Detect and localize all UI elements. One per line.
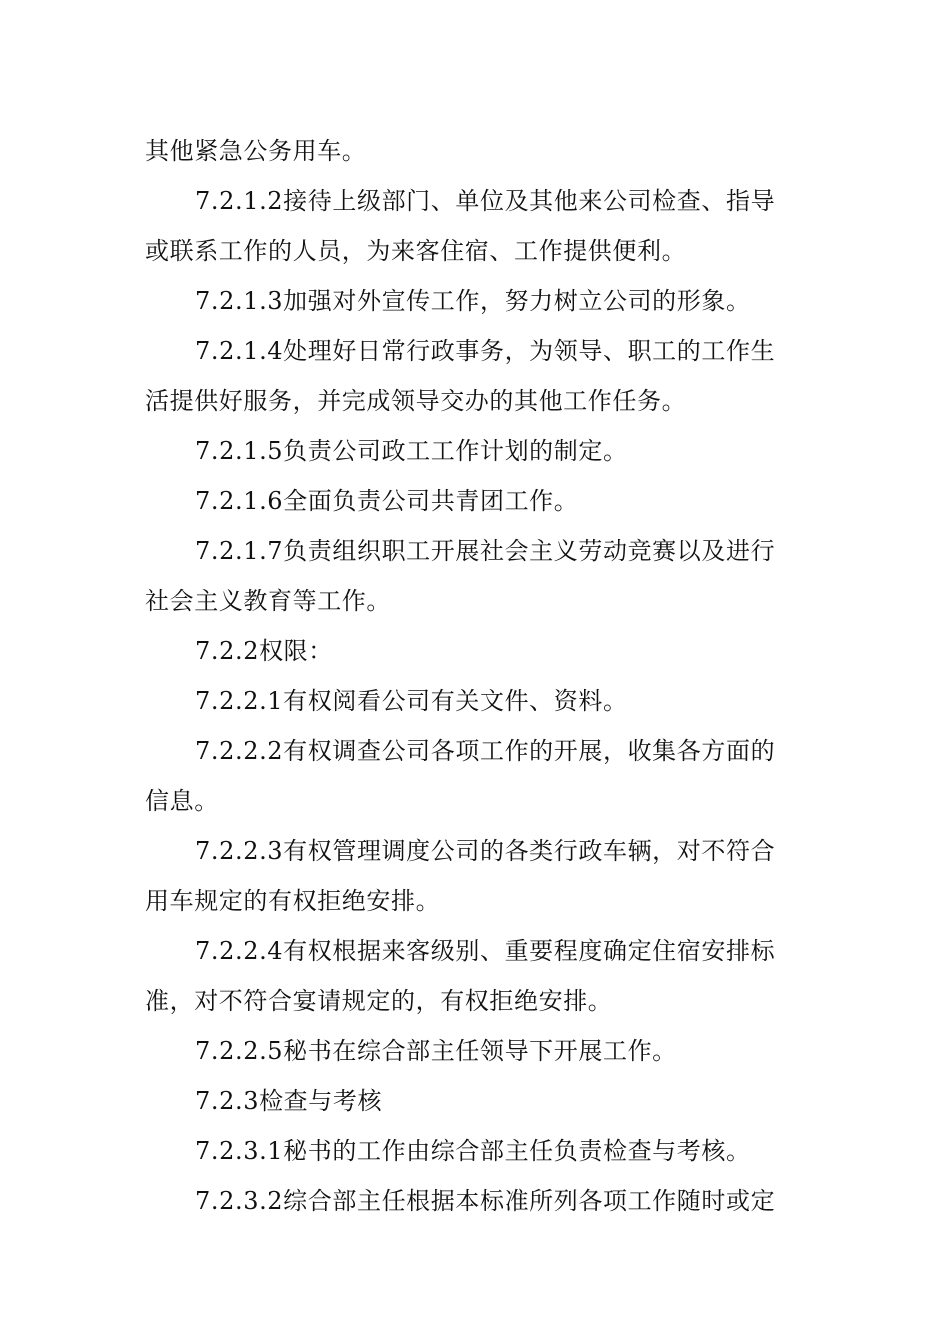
text-line-2: 7.2.1.2接待上级部门、单位及其他来公司检查、指导	[195, 187, 776, 215]
text-line-22: 7.2.3.2综合部主任根据本标准所列各项工作随时或定	[195, 1187, 776, 1215]
text-line-4: 7.2.1.3加强对外宣传工作，努力树立公司的形象。	[195, 287, 751, 315]
text-line-7: 7.2.1.5负责公司政工工作计划的制定。	[195, 437, 628, 465]
text-line-16: 用车规定的有权拒绝安排。	[145, 887, 441, 915]
document-body	[145, 126, 807, 1226]
text-line-3: 或联系工作的人员，为来客住宿、工作提供便利。	[145, 237, 687, 265]
text-line-17: 7.2.2.4有权根据来客级别、重要程度确定住宿安排标	[195, 937, 776, 965]
text-line-8: 7.2.1.6全面负责公司共青团工作。	[195, 487, 579, 515]
text-line-12: 7.2.2.1有权阅看公司有关文件、资料。	[195, 687, 628, 715]
text-line-13: 7.2.2.2有权调查公司各项工作的开展，收集各方面的	[195, 737, 776, 765]
text-line-6: 活提供好服务，并完成领导交办的其他工作任务。	[145, 387, 687, 415]
text-line-20: 7.2.3检查与考核	[195, 1087, 383, 1115]
text-line-21: 7.2.3.1秘书的工作由综合部主任负责检查与考核。	[195, 1137, 751, 1165]
text-line-19: 7.2.2.5秘书在综合部主任领导下开展工作。	[195, 1037, 677, 1065]
text-line-9: 7.2.1.7负责组织职工开展社会主义劳动竞赛以及进行	[195, 537, 776, 565]
text-line-10: 社会主义教育等工作。	[145, 587, 391, 615]
text-line-18: 准，对不符合宴请规定的，有权拒绝安排。	[145, 987, 613, 1015]
text-line-11: 7.2.2权限：	[195, 637, 333, 665]
text-line-15: 7.2.2.3有权管理调度公司的各类行政车辆，对不符合	[195, 837, 776, 865]
text-line-14: 信息。	[145, 787, 219, 815]
text-line-1: 其他紧急公务用车。	[145, 137, 367, 165]
text-line-5: 7.2.1.4处理好日常行政事务，为领导、职工的工作生	[195, 337, 776, 365]
